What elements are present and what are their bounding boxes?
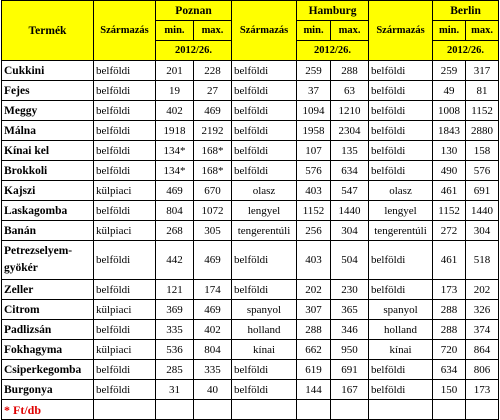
header-period-hamburg: 2012/26. — [297, 41, 369, 61]
product-name: Kajszi — [2, 181, 94, 201]
min-price-berlin: 1843 — [433, 121, 466, 141]
table-row — [2, 141, 499, 161]
footnote-empty-cell — [433, 400, 466, 420]
max-price-hamburg: 1440 — [331, 201, 369, 221]
origin-hamburg: belföldi — [232, 141, 297, 161]
header-origin-hamburg: Származás — [232, 1, 297, 61]
origin-poznan: belföldi — [94, 161, 156, 181]
min-price-hamburg: 1152 — [297, 201, 331, 221]
max-price-poznan: 305 — [194, 221, 232, 241]
max-price-poznan: 40 — [194, 380, 232, 400]
table-row — [2, 81, 499, 101]
origin-berlin: olasz — [369, 181, 433, 201]
origin-hamburg: belföldi — [232, 280, 297, 300]
max-price-poznan: 804 — [194, 340, 232, 360]
min-price-hamburg: 37 — [297, 81, 331, 101]
max-price-poznan: 469 — [194, 241, 232, 280]
product-name: Banán — [2, 221, 94, 241]
table-row — [2, 221, 499, 241]
max-price-berlin: 691 — [466, 181, 499, 201]
footnote-empty-cell — [297, 400, 331, 420]
origin-berlin: belföldi — [369, 241, 433, 280]
origin-hamburg: belföldi — [232, 101, 297, 121]
product-name: Fejes — [2, 81, 94, 101]
footnote-empty-cell — [466, 400, 499, 420]
max-price-berlin: 173 — [466, 380, 499, 400]
product-name: Laskagomba — [2, 201, 94, 221]
origin-hamburg: belföldi — [232, 61, 297, 81]
table-row — [2, 241, 499, 280]
max-price-poznan: 335 — [194, 360, 232, 380]
max-price-berlin: 518 — [466, 241, 499, 280]
origin-berlin: belföldi — [369, 121, 433, 141]
origin-poznan: belföldi — [94, 121, 156, 141]
origin-berlin: belföldi — [369, 101, 433, 121]
min-price-berlin: 288 — [433, 300, 466, 320]
max-price-hamburg: 2304 — [331, 121, 369, 141]
min-price-poznan: 134* — [156, 161, 194, 181]
min-price-hamburg: 403 — [297, 181, 331, 201]
header-city-poznan: Poznan — [156, 1, 232, 21]
min-price-poznan: 285 — [156, 360, 194, 380]
footnote: * Ft/db — [2, 400, 94, 420]
origin-poznan: belföldi — [94, 380, 156, 400]
max-price-berlin: 304 — [466, 221, 499, 241]
min-price-poznan: 31 — [156, 380, 194, 400]
footnote-empty-cell — [232, 400, 297, 420]
min-price-hamburg: 259 — [297, 61, 331, 81]
min-price-hamburg: 307 — [297, 300, 331, 320]
table-row — [2, 201, 499, 221]
min-price-berlin: 272 — [433, 221, 466, 241]
price-table-container — [1, 0, 499, 420]
max-price-berlin: 374 — [466, 320, 499, 340]
max-price-berlin: 158 — [466, 141, 499, 161]
table-row — [2, 161, 499, 181]
product-name: Burgonya — [2, 380, 94, 400]
product-name: Padlizsán — [2, 320, 94, 340]
origin-berlin: lengyel — [369, 201, 433, 221]
product-name: Petrezselyem-​gyökér — [2, 241, 94, 280]
max-price-poznan: 228 — [194, 61, 232, 81]
header-min-berlin: min. — [433, 21, 466, 41]
max-price-berlin: 1152 — [466, 101, 499, 121]
max-price-berlin: 806 — [466, 360, 499, 380]
max-price-hamburg: 504 — [331, 241, 369, 280]
table-row — [2, 320, 499, 340]
table-row — [2, 280, 499, 300]
footnote-empty-cell — [94, 400, 156, 420]
min-price-hamburg: 403 — [297, 241, 331, 280]
max-price-berlin: 317 — [466, 61, 499, 81]
origin-poznan: belföldi — [94, 280, 156, 300]
max-price-berlin: 1440 — [466, 201, 499, 221]
footnote-empty-cell — [369, 400, 433, 420]
header-max-poznan: max. — [194, 21, 232, 41]
min-price-berlin: 173 — [433, 280, 466, 300]
min-price-berlin: 634 — [433, 360, 466, 380]
header-max-hamburg: max. — [331, 21, 369, 41]
min-price-hamburg: 662 — [297, 340, 331, 360]
footnote-row — [2, 400, 499, 420]
max-price-berlin: 864 — [466, 340, 499, 360]
max-price-poznan: 2192 — [194, 121, 232, 141]
min-price-poznan: 268 — [156, 221, 194, 241]
min-price-berlin: 150 — [433, 380, 466, 400]
origin-poznan: külpiaci — [94, 340, 156, 360]
origin-poznan: belföldi — [94, 81, 156, 101]
min-price-hamburg: 202 — [297, 280, 331, 300]
min-price-hamburg: 256 — [297, 221, 331, 241]
origin-poznan: belföldi — [94, 241, 156, 280]
max-price-poznan: 174 — [194, 280, 232, 300]
product-name: Cukkini — [2, 61, 94, 81]
header-city-berlin: Berlin — [433, 1, 499, 21]
header-period-berlin: 2012/26. — [433, 41, 499, 61]
max-price-berlin: 326 — [466, 300, 499, 320]
footnote-empty-cell — [194, 400, 232, 420]
product-name: Málna — [2, 121, 94, 141]
footnote-empty-cell — [331, 400, 369, 420]
max-price-poznan: 469 — [194, 300, 232, 320]
min-price-poznan: 121 — [156, 280, 194, 300]
max-price-poznan: 27 — [194, 81, 232, 101]
max-price-berlin: 2880 — [466, 121, 499, 141]
table-row — [2, 340, 499, 360]
product-name: Csiperkegomba — [2, 360, 94, 380]
max-price-hamburg: 167 — [331, 380, 369, 400]
min-price-poznan: 469 — [156, 181, 194, 201]
table-row — [2, 360, 499, 380]
max-price-poznan: 1072 — [194, 201, 232, 221]
min-price-berlin: 49 — [433, 81, 466, 101]
origin-berlin: spanyol — [369, 300, 433, 320]
min-price-poznan: 402 — [156, 101, 194, 121]
max-price-poznan: 168* — [194, 141, 232, 161]
max-price-hamburg: 63 — [331, 81, 369, 101]
table-row — [2, 300, 499, 320]
min-price-berlin: 490 — [433, 161, 466, 181]
origin-hamburg: belföldi — [232, 121, 297, 141]
min-price-hamburg: 144 — [297, 380, 331, 400]
origin-berlin: belföldi — [369, 81, 433, 101]
max-price-poznan: 168* — [194, 161, 232, 181]
min-price-berlin: 1008 — [433, 101, 466, 121]
origin-hamburg: tengerentúli — [232, 221, 297, 241]
min-price-poznan: 134* — [156, 141, 194, 161]
origin-berlin: belföldi — [369, 360, 433, 380]
origin-poznan: külpiaci — [94, 221, 156, 241]
min-price-poznan: 536 — [156, 340, 194, 360]
min-price-hamburg: 576 — [297, 161, 331, 181]
header-city-hamburg: Hamburg — [297, 1, 369, 21]
origin-berlin: belföldi — [369, 380, 433, 400]
max-price-hamburg: 1210 — [331, 101, 369, 121]
origin-poznan: belföldi — [94, 360, 156, 380]
origin-poznan: belföldi — [94, 101, 156, 121]
min-price-berlin: 288 — [433, 320, 466, 340]
origin-hamburg: belföldi — [232, 161, 297, 181]
min-price-poznan: 804 — [156, 201, 194, 221]
header-period-poznan: 2012/26. — [156, 41, 232, 61]
origin-berlin: belföldi — [369, 280, 433, 300]
max-price-hamburg: 135 — [331, 141, 369, 161]
header-origin-poznan: Származás — [94, 1, 156, 61]
origin-berlin: belföldi — [369, 141, 433, 161]
min-price-hamburg: 1094 — [297, 101, 331, 121]
origin-hamburg: olasz — [232, 181, 297, 201]
header-min-poznan: min. — [156, 21, 194, 41]
max-price-hamburg: 346 — [331, 320, 369, 340]
max-price-poznan: 402 — [194, 320, 232, 340]
origin-poznan: belföldi — [94, 141, 156, 161]
product-name: Kínai kel — [2, 141, 94, 161]
product-name: Meggy — [2, 101, 94, 121]
table-row — [2, 181, 499, 201]
origin-hamburg: spanyol — [232, 300, 297, 320]
origin-hamburg: belföldi — [232, 241, 297, 280]
max-price-hamburg: 950 — [331, 340, 369, 360]
max-price-hamburg: 288 — [331, 61, 369, 81]
max-price-hamburg: 691 — [331, 360, 369, 380]
origin-poznan: belföldi — [94, 201, 156, 221]
min-price-berlin: 259 — [433, 61, 466, 81]
min-price-poznan: 1918 — [156, 121, 194, 141]
max-price-hamburg: 230 — [331, 280, 369, 300]
min-price-poznan: 369 — [156, 300, 194, 320]
min-price-hamburg: 107 — [297, 141, 331, 161]
product-name: Brokkoli — [2, 161, 94, 181]
max-price-hamburg: 547 — [331, 181, 369, 201]
origin-poznan: külpiaci — [94, 181, 156, 201]
product-name: Zeller — [2, 280, 94, 300]
table-row — [2, 101, 499, 121]
price-table — [1, 0, 499, 420]
min-price-berlin: 720 — [433, 340, 466, 360]
origin-hamburg: belföldi — [232, 380, 297, 400]
min-price-hamburg: 1958 — [297, 121, 331, 141]
min-price-hamburg: 619 — [297, 360, 331, 380]
max-price-hamburg: 365 — [331, 300, 369, 320]
origin-berlin: holland — [369, 320, 433, 340]
header-min-hamburg: min. — [297, 21, 331, 41]
origin-hamburg: holland — [232, 320, 297, 340]
origin-berlin: belföldi — [369, 61, 433, 81]
min-price-berlin: 1152 — [433, 201, 466, 221]
origin-poznan: belföldi — [94, 61, 156, 81]
origin-hamburg: belföldi — [232, 81, 297, 101]
max-price-hamburg: 304 — [331, 221, 369, 241]
origin-hamburg: belföldi — [232, 360, 297, 380]
max-price-berlin: 576 — [466, 161, 499, 181]
table-row — [2, 121, 499, 141]
footnote-empty-cell — [156, 400, 194, 420]
origin-berlin: belföldi — [369, 161, 433, 181]
max-price-hamburg: 634 — [331, 161, 369, 181]
product-name: Fokhagyma — [2, 340, 94, 360]
max-price-berlin: 202 — [466, 280, 499, 300]
table-row — [2, 61, 499, 81]
header-max-berlin: max. — [466, 21, 499, 41]
min-price-poznan: 335 — [156, 320, 194, 340]
min-price-poznan: 201 — [156, 61, 194, 81]
min-price-poznan: 442 — [156, 241, 194, 280]
origin-berlin: tengerentúli — [369, 221, 433, 241]
min-price-hamburg: 288 — [297, 320, 331, 340]
origin-berlin: kínai — [369, 340, 433, 360]
min-price-berlin: 461 — [433, 241, 466, 280]
header-product: Termék — [2, 1, 94, 61]
header-origin-berlin: Származás — [369, 1, 433, 61]
table-body — [2, 61, 499, 400]
product-name: Citrom — [2, 300, 94, 320]
origin-poznan: külpiaci — [94, 300, 156, 320]
min-price-poznan: 19 — [156, 81, 194, 101]
max-price-poznan: 670 — [194, 181, 232, 201]
origin-hamburg: kínai — [232, 340, 297, 360]
table-row — [2, 380, 499, 400]
max-price-berlin: 81 — [466, 81, 499, 101]
origin-hamburg: lengyel — [232, 201, 297, 221]
header-row-cities — [2, 1, 499, 21]
origin-poznan: belföldi — [94, 320, 156, 340]
min-price-berlin: 461 — [433, 181, 466, 201]
max-price-poznan: 469 — [194, 101, 232, 121]
min-price-berlin: 130 — [433, 141, 466, 161]
